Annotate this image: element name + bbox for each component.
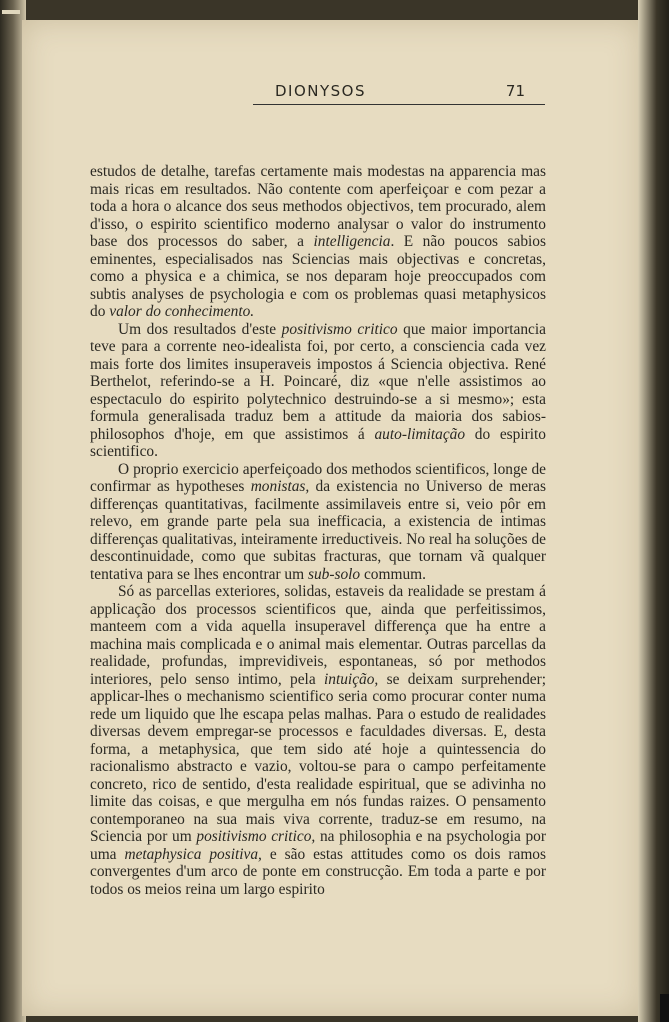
text-run: . E não poucos sabios eminentes, especialisados nas Sciencias mais objectivas e concretas, como a physica e a chimica, se nos deparam hoje preoccupados com subtis analyses de psychologia e com os problemas quasi metaphysicos do	[90, 233, 546, 320]
page-number: 71	[505, 82, 525, 100]
italic-text: auto-limitação	[374, 425, 466, 443]
text-run: da existencia no Universo de meras differenças quantitativas, facilmente assimilaveis entre si, veio pôr em relevo, em grande parte pela sua inefficacia, a existencia de intimas differenças qualitativas, inteiramente irreductiveis. No real ha soluções de descontinuidade, como que subitas fracturas, que tornam vã qualquer tentativa para se lhes encontrar um	[90, 478, 547, 583]
italic-text: positivismo critico	[281, 320, 398, 338]
text-run: O proprio exercicio aperfeiçoado dos methodos scientificos, longe de confirmar as hypotheses	[90, 460, 546, 495]
paragraph	[90, 163, 546, 321]
text-run: que maior importancia teve para a corrente neo-idealista foi, por certo, a consciencia cada vez mais forte dos limites insuperaveis impostos á Sciencia objectiva. René Berthelot, referindo-se a H. Poincaré, diz «que n'elle assistimos ao espectaculo do espirito polytechnico destruindo-se a si mesmo»; esta formula generalisada traduz bem a attitude da maioria dos sabios-philosophos d'hoje, em que assistimos á	[90, 320, 546, 443]
italic-text: sub-solo	[307, 565, 361, 583]
text-run: e são estas attitudes como os dois ramos convergentes d'um arco de ponte em construcção. Em toda a parte e por todos os meios reina um largo espirito	[90, 845, 546, 898]
italic-text: monistas,	[250, 478, 310, 495]
body-text	[90, 163, 546, 898]
text-run: Um dos resultados d'este	[118, 320, 282, 338]
scan-edge-mark	[2, 10, 20, 14]
running-title: DIONYSOS	[275, 82, 367, 100]
italic-text: positivismo critico,	[196, 828, 316, 845]
page-right-edge-shadow	[638, 0, 669, 1022]
text-run: Só as parcellas exteriores, solidas, estaveis da realidade se prestam á applicação dos processos scientificos que, ainda que perfeitissimos, manteem com a vida aquella insuperavel differença que ha entre a machina mais complicada e o animal mais elementar. Outras parcellas da realidade, profundas, imprevidiveis, espontaneas, só por methodos interiores, pelo senso intimo, pela	[90, 583, 546, 688]
text-run: commum.	[360, 565, 426, 583]
scan-corner-tab	[660, 994, 669, 1022]
text-run: na philosophia e na psychologia por uma	[90, 828, 547, 863]
italic-text: intelligencia	[313, 233, 391, 250]
italic-text: intuição,	[323, 670, 379, 688]
paragraph	[90, 583, 546, 898]
page-header	[253, 80, 545, 105]
italic-text: valor do conhecimento.	[109, 303, 255, 320]
text-run: estudos de detalhe, tarefas certamente mais modestas na apparencia mas mais ricas em resultados. Não contente com aperfeiçoar e com pezar a toda a hora o alcance dos seus methodos objectivos, tem procurado, alem d'isso, o espirito scientifico moderno analysar o valor do instrumento base dos processos do saber, a	[90, 163, 546, 250]
italic-text: metaphysica positiva,	[124, 845, 262, 863]
text-run: se deixam surprehender; applicar-lhes o mechanismo scientifico seria como procurar conter numa rede um liquido que lhe escapa pelas malhas. Para o estudo de realidades diversas devem empregar-se processos e faculdades diversas. E, desta forma, a metaphysica, que tem sido até hoje a quintessencia do racionalismo abstracto e vazio, voltou-se para o campo perfeitamente concreto, rico de sentido, d'esta realidade espiritual, que se adivinha no limite das coisas, e que mergulha em nós fundas raizes. O pensamento contemporaneo na sua mais viva corrente, traduz-se em resumo, na Sciencia por um	[90, 670, 546, 845]
text-run: do espirito scientifico.	[90, 425, 546, 460]
paragraph	[90, 321, 546, 461]
paragraph	[90, 461, 546, 584]
